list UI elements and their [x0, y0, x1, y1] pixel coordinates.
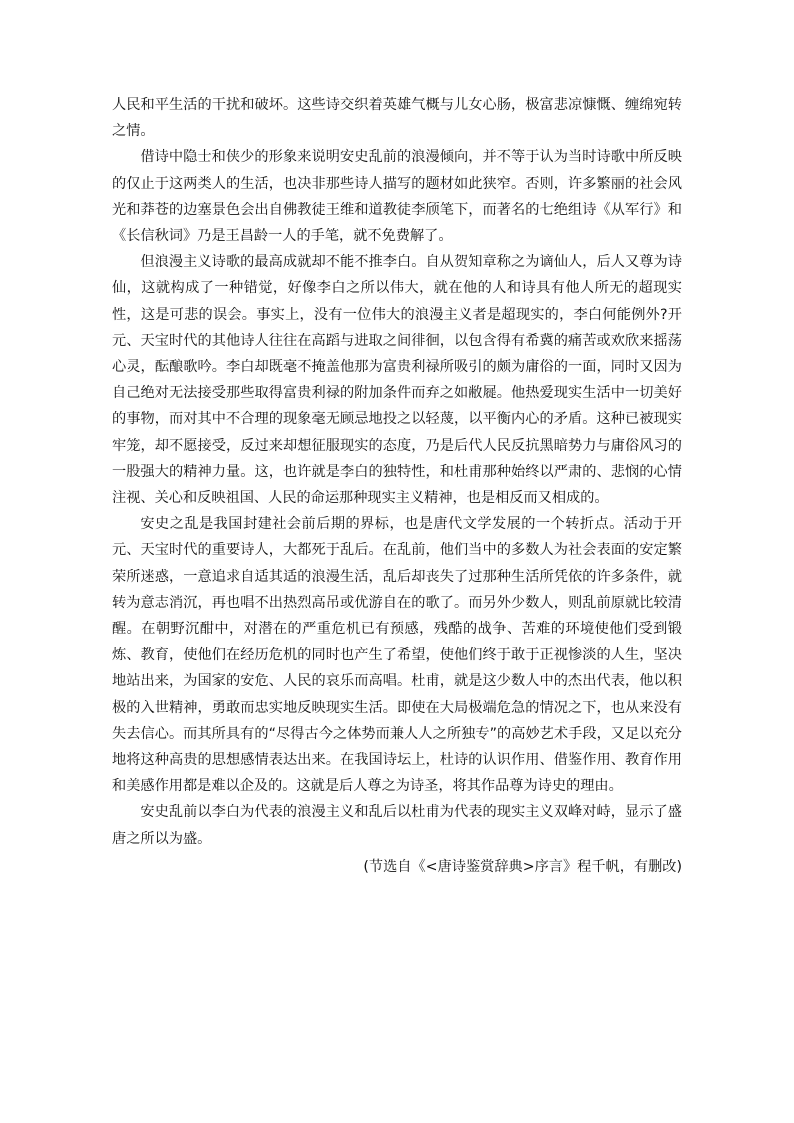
paragraph: 但浪漫主义诗歌的最高成就却不能不推李白。自从贺知章称之为谪仙人，后人又尊为诗仙，这就构成了一种错觉，好像李白之所以伟大，就在他的人和诗具有他人所无的超现实性，这是可悲的误会。事实上，没有一位伟大的浪漫主义者是超现实的，李白何能例外?开元、天宝时代的其他诗人往往在高蹈与进取之间徘徊，以包含得有希冀的痛苦或欢欣来摇荡心灵，酝酿歌吟。李白却既毫不掩盖他那为富贵利禄所吸引的颇为庸俗的一面，同时又因为自己绝对无法接受那些取得富贵利禄的附加条件而弃之如敝屣。他热爱现实生活中一切美好的事物，而对其中不合理的现象毫无顾忌地投之以轻蔑，以平衡内心的矛盾。这种已被现实牢笼，却不愿接受，反过来却想征服现实的态度，乃是后代人民反抗黑暗势力与庸俗风习的一股强大的精神力量。这，也许就是李白的独特性，和杜甫那种始终以严肃的、悲悯的心情注视、关心和反映祖国、人民的命运那种现实主义精神，也是相反而又相成的。 — [112, 254, 682, 507]
paragraph: 安史之乱是我国封建社会前后期的界标，也是唐代文学发展的一个转折点。活动于开元、天宝时代的重要诗人，大都死于乱后。在乱前，他们当中的多数人为社会表面的安定繁荣所迷惑，一意追求自适其适的浪漫生活，乱后却丧失了过那种生活所凭依的许多条件，就转为意志消沉，再也唱不出热烈高吊或优游自在的歌了。而另外少数人，则乱前原就比较清醒。在朝野沉酣中，对潜在的严重危机已有预感，残酷的战争、苦难的环境使他们受到锻炼、教育，使他们在经历危机的同时也产生了希望，使他们终于敢于正视惨淡的人生，坚决地站出来，为国家的安危、人民的哀乐而高唱。杜甫，就是这少数人中的杰出代表，他以积极的入世精神，勇敢而忠实地反映现实生活。即使在大局极端危急的情况之下，也从来没有失去信心。而其所具有的“尽得古今之体势而兼人人之所独专”的高妙艺术手段，又足以充分地将这种高贵的思想感情表达出来。在我国诗坛上，杜诗的认识作用、借鉴作用、教育作用和美感作用都是难以企及的。这就是后人尊之为诗圣，将其作品尊为诗史的理由。 — [112, 516, 682, 795]
paragraph-continued: 人民和平生活的干扰和破坏。这些诗交织着英雄气概与儿女心肠，极富悲凉慷慨、缠绵宛转之情。 — [112, 97, 682, 140]
source-citation: (节选自《<唐诗鉴赏辞典>序言》程千帆，有删改) — [363, 858, 682, 875]
document-page — [112, 92, 682, 880]
paragraph: 安史乱前以李白为代表的浪漫主义和乱后以杜甫为代表的现实主义双峰对峙，显示了盛唐之所以为盛。 — [112, 804, 682, 847]
paragraph: 借诗中隐士和侠少的形象来说明安史乱前的浪漫倾向，并不等于认为当时诗歌中所反映的仅止于这两类人的生活，也决非那些诗人描写的题材如此狭窄。否则，许多繁丽的社会风光和莽苍的边塞景色会出自佛教徒王维和道教徒李颀笔下，而著名的七绝组诗《从军行》和《长信秋词》乃是王昌龄一人的手笔，就不免费解了。 — [112, 149, 682, 245]
